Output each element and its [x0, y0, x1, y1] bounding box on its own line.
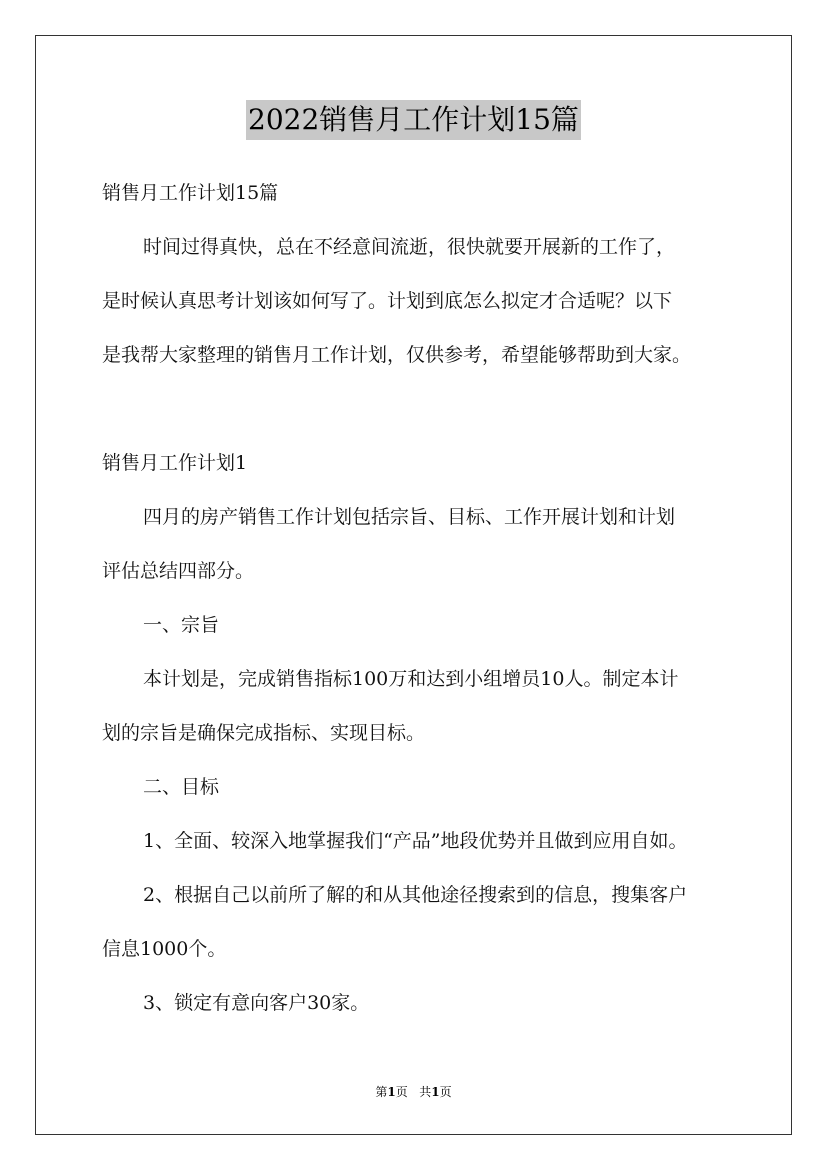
- paragraph-line: 本计划是，完成销售指标100万和达到小组增员10人。制定本计: [143, 668, 679, 690]
- paragraph-line: 是我帮大家整理的销售月工作计划，仅供参考，希望能够帮助到大家。: [102, 344, 692, 366]
- footer-prefix: 第: [375, 1085, 388, 1099]
- footer-mid: 页 共: [395, 1085, 432, 1099]
- paragraph-line: 评估总结四部分。: [102, 560, 255, 582]
- paragraph-line: 是时候认真思考计划该如何写了。计划到底怎么拟定才合适呢？以下: [102, 290, 673, 312]
- paragraph-line: 四月的房产销售工作计划包括宗旨、目标、工作开展计划和计划: [143, 506, 676, 528]
- section-heading: 销售月工作计划15篇: [102, 182, 279, 204]
- section-heading: 销售月工作计划1: [102, 452, 248, 474]
- subheading: 一、宗旨: [143, 614, 220, 636]
- subheading: 二、目标: [143, 776, 220, 798]
- footer-suffix: 页: [439, 1085, 452, 1099]
- list-item-continuation: 信息1000个。: [102, 938, 227, 960]
- page-footer: [0, 1084, 827, 1100]
- footer-total-pages: 1: [431, 1085, 440, 1099]
- list-item: 2、根据自己以前所了解的和从其他途径搜索到的信息，搜集客户: [143, 884, 688, 906]
- title-wrap: [0, 100, 827, 140]
- document-title: 2022销售月工作计划15篇: [246, 100, 581, 140]
- paragraph-line: 划的宗旨是确保完成指标、实现目标。: [102, 722, 426, 744]
- footer-current-page: 1: [387, 1085, 396, 1099]
- list-item: 3、锁定有意向客户30家。: [143, 992, 370, 1014]
- paragraph-line: 时间过得真快，总在不经意间流逝，很快就要开展新的工作了，: [143, 236, 676, 258]
- list-item: 1、全面、较深入地掌握我们“产品”地段优势并且做到应用自如。: [143, 830, 688, 852]
